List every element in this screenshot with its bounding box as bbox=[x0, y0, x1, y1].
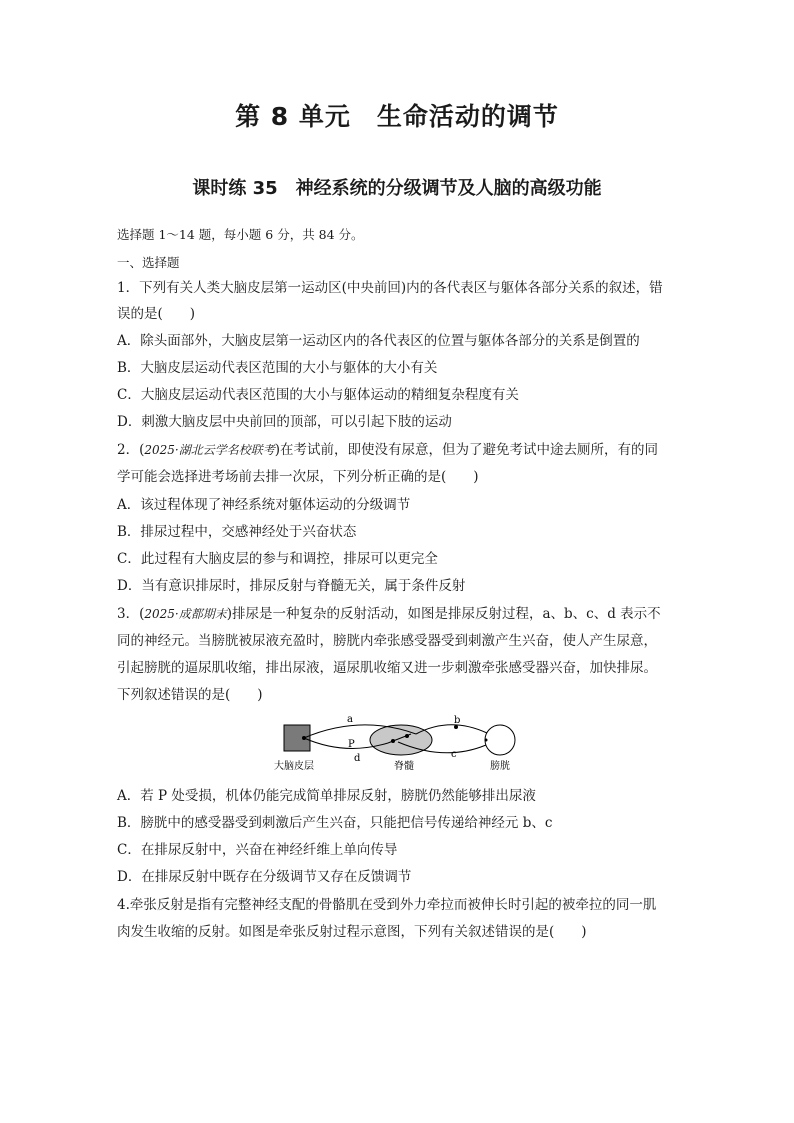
score-note: 选择题 1～14 题，每小题 6 分，共 84 分。 bbox=[117, 227, 364, 242]
question-2-option-b: B．排尿过程中，交感神经处于兴奋状态 bbox=[117, 524, 357, 540]
label-bladder: 膀胱 bbox=[490, 761, 510, 772]
question-2-number: 2．( bbox=[117, 442, 145, 458]
question-2-stem-text: )在考试前，即使没有尿意，但为了避免考试中途去厕所，有的同 bbox=[274, 442, 658, 458]
question-1-stem-cont: 误的是( ) bbox=[117, 306, 196, 322]
question-1-stem: 1．下列有关人类大脑皮层第一运动区(中央前回)内的各代表区与躯体各部分关系的叙述，错 bbox=[117, 280, 663, 296]
question-1-option-a: A．除头面部外，大脑皮层第一运动区内的各代表区的位置与躯体各部分的关系是倒置的 bbox=[117, 333, 640, 349]
question-4-stem: 4.牵张反射是指有完整神经支配的骨骼肌在受到外力牵拉而被伸长时引起的被牵拉的同一肌 bbox=[117, 897, 657, 913]
question-2-stem-cont: 学可能会选择进考场前去排一次尿，下列分析正确的是( ) bbox=[117, 469, 479, 485]
label-a: a bbox=[347, 714, 353, 725]
label-c: c bbox=[451, 749, 457, 760]
question-3-stem bbox=[117, 604, 677, 624]
question-2-option-d: D．当有意识排尿时，排尿反射与脊髓无关，属于条件反射 bbox=[117, 578, 466, 594]
section-heading: 一、选择题 bbox=[117, 255, 180, 270]
question-2-option-a: A．该过程体现了神经系统对躯体运动的分级调节 bbox=[117, 497, 411, 513]
bladder-circle bbox=[485, 725, 515, 755]
question-1-option-d: D．刺激大脑皮层中央前回的顶部，可以引起下肢的运动 bbox=[117, 414, 452, 430]
cortex-soma bbox=[302, 736, 306, 740]
bladder-terminal bbox=[485, 739, 488, 742]
question-3-number: 3．( bbox=[117, 606, 145, 622]
unit-title: 第 8 单元 生命活动的调节 bbox=[235, 102, 559, 131]
question-1-option-b: B．大脑皮层运动代表区范围的大小与躯体的大小有关 bbox=[117, 360, 438, 376]
question-3-option-d: D．在排尿反射中既存在分级调节又存在反馈调节 bbox=[117, 869, 412, 885]
reflex-arc-diagram bbox=[270, 712, 530, 780]
question-3-stem-text: )排尿是一种复杂的反射活动，如图是排尿反射过程，a、b、c、d 表示不 bbox=[226, 606, 661, 622]
question-3-stem-cont-3: 下列叙述错误的是( ) bbox=[117, 687, 263, 703]
question-4-stem-cont: 肉发生收缩的反射。如图是牵张反射过程示意图，下列有关叙述错误的是( ) bbox=[117, 924, 587, 940]
question-2-option-c: C．此过程有大脑皮层的参与和调控，排尿可以更完全 bbox=[117, 551, 438, 567]
question-3-source: 2025·成都期末 bbox=[144, 607, 227, 621]
label-b: b bbox=[454, 715, 461, 726]
question-3-option-a: A．若 P 处受损，机体仍能完成简单排尿反射，膀胱仍然能够排出尿液 bbox=[117, 788, 536, 804]
label-cortex: 大脑皮层 bbox=[274, 761, 314, 772]
label-p: P bbox=[348, 739, 355, 750]
label-d: d bbox=[354, 753, 361, 764]
question-3-option-c: C．在排尿反射中，兴奋在神经纤维上单向传导 bbox=[117, 842, 398, 858]
lesson-title: 课时练 35 神经系统的分级调节及人脑的高级功能 bbox=[192, 178, 602, 199]
question-2-source: 2025·湖北云学名校联考 bbox=[144, 443, 275, 457]
question-2-stem bbox=[117, 440, 677, 460]
question-3-option-b: B．膀胱中的感受器受到刺激后产生兴奋，只能把信号传递给神经元 b、c bbox=[117, 815, 553, 831]
spinal-soma-2 bbox=[405, 734, 409, 738]
question-3-stem-cont-2: 引起膀胱的逼尿肌收缩，排出尿液，逼尿肌收缩又进一步刺激牵张感受器兴奋，加快排尿。 bbox=[117, 660, 657, 676]
label-spinal: 脊髓 bbox=[394, 761, 414, 772]
cortex-box bbox=[284, 725, 310, 751]
question-1-option-c: C．大脑皮层运动代表区范围的大小与躯体运动的精细复杂程度有关 bbox=[117, 387, 519, 403]
spinal-soma-1 bbox=[391, 739, 395, 743]
question-3-stem-cont-1: 同的神经元。当膀胱被尿液充盈时，膀胱内牵张感受器受到刺激产生兴奋，使人产生尿意， bbox=[117, 633, 657, 649]
